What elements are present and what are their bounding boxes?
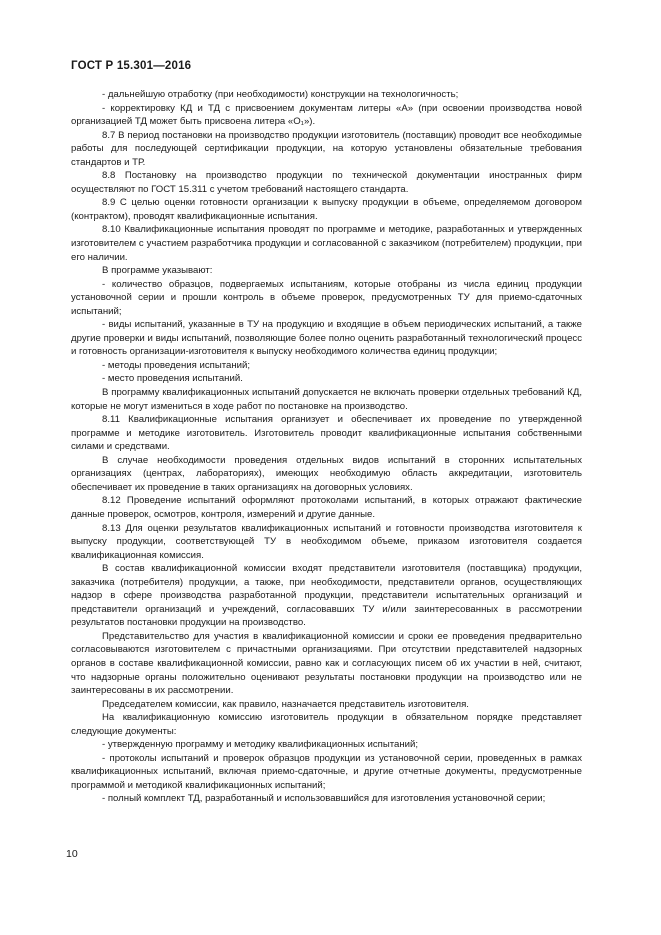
paragraph: - место проведения испытаний. [102,373,243,385]
paragraph: 8.8 Постановку на производство продукции по технической документации иностранных фирм осуществляют по ГОСТ 15.311 с учетом требований настоящего стандарта. [71,170,582,195]
paragraph: Председателем комиссии, как правило, назначается представитель изготовителя. [102,698,469,710]
paragraph: В состав квалификационной комиссии входят представители изготовителя (поставщика) продукции, заказчика (потребителя) продукции, а также, при необходимости, представители органов, осуществляющих надзор в сфере производства разработанной продукции, представители испытательных организаций и представители организаций и учреждений, согласовавших ТУ и/или заинтересованных в рассмотрении результатов постановки продукции на производство. [71,563,582,629]
paragraph: В программе указывают: [102,265,213,277]
paragraph: - дальнейшую отработку (при необходимости) конструкции на технологичность; [102,89,459,100]
paragraph: - виды испытаний, указанные в ТУ на продукцию и входящие в объем периодических испытаний, а также другие проверки и виды испытаний, позволяющие более полно оценить разработанный технологический процесс и готовность организации-изготовителя к выпуску необходимого количества единиц продукции; [71,319,582,358]
paragraph: - утвержденную программу и методику квалификационных испытаний; [102,739,419,751]
paragraph: 8.11 Квалификационные испытания организует и обеспечивает их проведение по утвержденной программе и методике изготовитель. Изготовитель проводит квалификационные испытания собственными силами и средствами. [71,414,582,453]
paragraph: На квалификационную комиссию изготовитель продукции в обязательном порядке представляет следующие документы: [71,712,582,737]
paragraph: В программу квалификационных испытаний допускается не включать проверки отдельных требований КД, которые не могут измениться в ходе работ по постановке на производство. [71,387,582,412]
paragraph: 8.12 Проведение испытаний оформляют протоколами испытаний, в которых отражают фактические данные проверок, осмотров, контроля, измерений и другие данные. [71,495,582,520]
paragraph: 8.13 Для оценки результатов квалификационных испытаний и готовности производства изготовителя к выпуску продукции, соответствующей ТУ в необходимом объеме, приказом изготовителя создается квалификационная комиссия. [71,522,582,561]
document-header: ГОСТ Р 15.301—2016 [71,60,192,72]
paragraph: Представительство для участия в квалификационной комиссии и сроки ее проведения предварительно согласовываются изготовителем с причастными организациями. При отсутствии представителей надзорных органов в составе квалификационной комиссии, равно как и согласующих писем об их участии в ней, считают, что надзорные органы положительно оценивают результаты постановки продукции на производство или не заинтересованы в их рассмотрении. [71,630,582,697]
document-body [71,88,582,806]
paragraph: - количество образцов, подвергаемых испытаниям, которые отобраны из числа единиц продукции установочной серии и прошли контроль в объеме проверок, предусмотренных ТУ для приемо-сдаточных испытаний; [71,278,582,317]
paragraph: В случае необходимости проведения отдельных видов испытаний в сторонних испытательных организациях (центрах, лабораториях), имеющих необходимую область аккредитации, изготовитель обеспечивает их проведение в таких организациях на договорных условиях. [71,454,582,493]
paragraph: 8.9 С целью оценки готовности организации к выпуску продукции в объеме, определяемом договором (контрактом), проводят квалификационные испытания. [71,197,582,222]
page-number: 10 [66,848,78,860]
paragraph: 8.7 В период постановки на производство продукции изготовитель (поставщик) проводит все необходимые работы для последующей сертификации продукции, на которую установлены обязательные требования стандартов и ТР. [71,129,582,168]
paragraph: - полный комплект ТД, разработанный и использовавшийся для изготовления установочной серии; [102,793,546,805]
paragraph: - корректировку КД и ТД с присвоением документам литеры «А» (при освоении производства новой организацией ТД может быть присвоена литера «О₁»). [71,102,582,128]
paragraph: 8.10 Квалификационные испытания проводят по программе и методике, разработанных и утвержденных изготовителем с участием разработчика продукции и согласованной с заказчиком (потребителем) продукции, при его наличии. [71,224,582,263]
paragraph: - методы проведения испытаний; [102,359,251,371]
paragraph: - протоколы испытаний и проверок образцов продукции из установочной серии, проведенных в рамках квалификационных испытаний, включая приемо-сдаточные, и другие отчетные документы, предусмотренные программой и методикой квалификационных испытаний; [71,752,582,791]
